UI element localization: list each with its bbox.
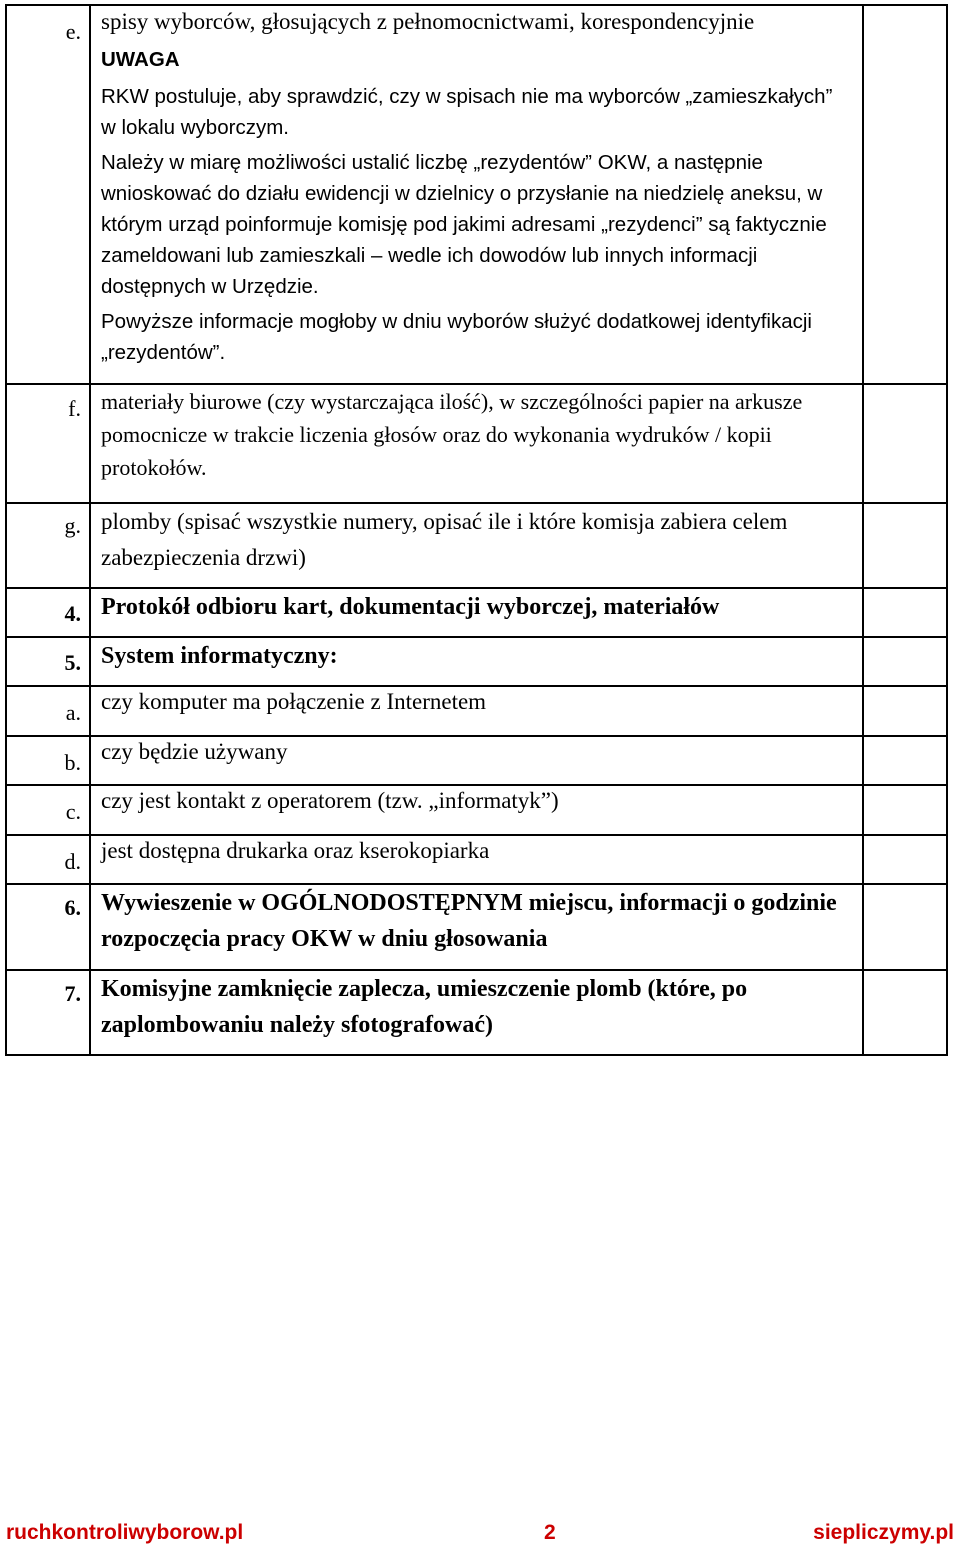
footer-link-left[interactable]: ruchkontroliwyborow.pl <box>6 1521 244 1544</box>
section-number: 6. <box>6 884 90 970</box>
table-row-section-7 <box>6 970 947 1055</box>
table-row-f <box>6 384 947 503</box>
footer-link-right[interactable]: siepliczymy.pl <box>813 1521 954 1544</box>
item-text: jest dostępna drukarka oraz kserokopiarka <box>90 835 863 884</box>
check-cell[interactable] <box>863 588 947 637</box>
table-row-e <box>6 5 947 384</box>
check-cell[interactable] <box>863 785 947 835</box>
table-row-c <box>6 785 947 835</box>
item-number: a. <box>6 686 90 736</box>
section-heading: Komisyjne zamknięcie zaplecza, umieszczenie plomb (które, po zaplombowaniu należy sfotografować) <box>90 970 863 1055</box>
check-cell[interactable] <box>863 970 947 1055</box>
page-number: 2 <box>544 1521 556 1544</box>
table-row-g <box>6 503 947 588</box>
check-cell[interactable] <box>863 736 947 785</box>
table-row-b <box>6 736 947 785</box>
check-cell[interactable] <box>863 503 947 588</box>
item-text: materiały biurowe (czy wystarczająca ilość), w szczególności papier na arkusze pomocnicze w trakcie liczenia głosów oraz do wykonania wydruków / kopii protokołów. <box>90 384 863 503</box>
warning-title: UWAGA <box>101 48 180 71</box>
table-row-section-4 <box>6 588 947 637</box>
section-heading: System informatyczny: <box>90 637 863 686</box>
warning-paragraph: Należy w miarę możliwości ustalić liczbę „rezydentów” OKW, a następnie wnioskować do działu ewidencji w dzielnicy o przysłanie na niedzielę aneksu, w którym urząd poinformuje komisję pod jakimi adresami „rezydenci” są faktycznie zameldowani lub zamieszkali – wedle ich dowodów lub innych informacji dostępnych w Urzędzie. <box>101 151 827 298</box>
item-text: spisy wyborców, głosujących z pełnomocnictwami, korespondencyjnie <box>101 9 755 34</box>
section-heading: Wywieszenie w OGÓLNODOSTĘPNYM miejscu, informacji o godzinie rozpoczęcia pracy OKW w dniu głosowania <box>90 884 863 970</box>
item-text: czy komputer ma połączenie z Internetem <box>90 686 863 736</box>
check-cell[interactable] <box>863 835 947 884</box>
item-number: f. <box>6 384 90 503</box>
table-row-a <box>6 686 947 736</box>
item-number: c. <box>6 785 90 835</box>
table-row-d <box>6 835 947 884</box>
page-footer <box>0 1521 960 1551</box>
check-cell[interactable] <box>863 686 947 736</box>
warning-paragraph: Powyższe informacje mogłoby w dniu wyborów służyć dodatkowej identyfikacji „rezydentów”. <box>101 310 812 364</box>
table-row-section-5 <box>6 637 947 686</box>
section-heading: Protokół odbioru kart, dokumentacji wyborczej, materiałów <box>90 588 863 637</box>
check-cell[interactable] <box>863 637 947 686</box>
item-number: d. <box>6 835 90 884</box>
item-number: b. <box>6 736 90 785</box>
item-text: czy będzie używany <box>90 736 863 785</box>
item-text: czy jest kontakt z operatorem (tzw. „informatyk”) <box>90 785 863 835</box>
item-number: e. <box>6 5 90 384</box>
section-number: 4. <box>6 588 90 637</box>
section-number: 5. <box>6 637 90 686</box>
table-row-section-6 <box>6 884 947 970</box>
section-number: 7. <box>6 970 90 1055</box>
warning-paragraph: RKW postuluje, aby sprawdzić, czy w spisach nie ma wyborców „zamieszkałych” w lokalu wyborczym. <box>101 85 833 139</box>
item-number: g. <box>6 503 90 588</box>
item-content <box>90 5 863 384</box>
check-cell[interactable] <box>863 384 947 503</box>
check-cell[interactable] <box>863 5 947 384</box>
check-cell[interactable] <box>863 884 947 970</box>
checklist-table <box>5 4 948 1056</box>
item-text: plomby (spisać wszystkie numery, opisać ile i które komisja zabiera celem zabezpieczenia drzwi) <box>90 503 863 588</box>
